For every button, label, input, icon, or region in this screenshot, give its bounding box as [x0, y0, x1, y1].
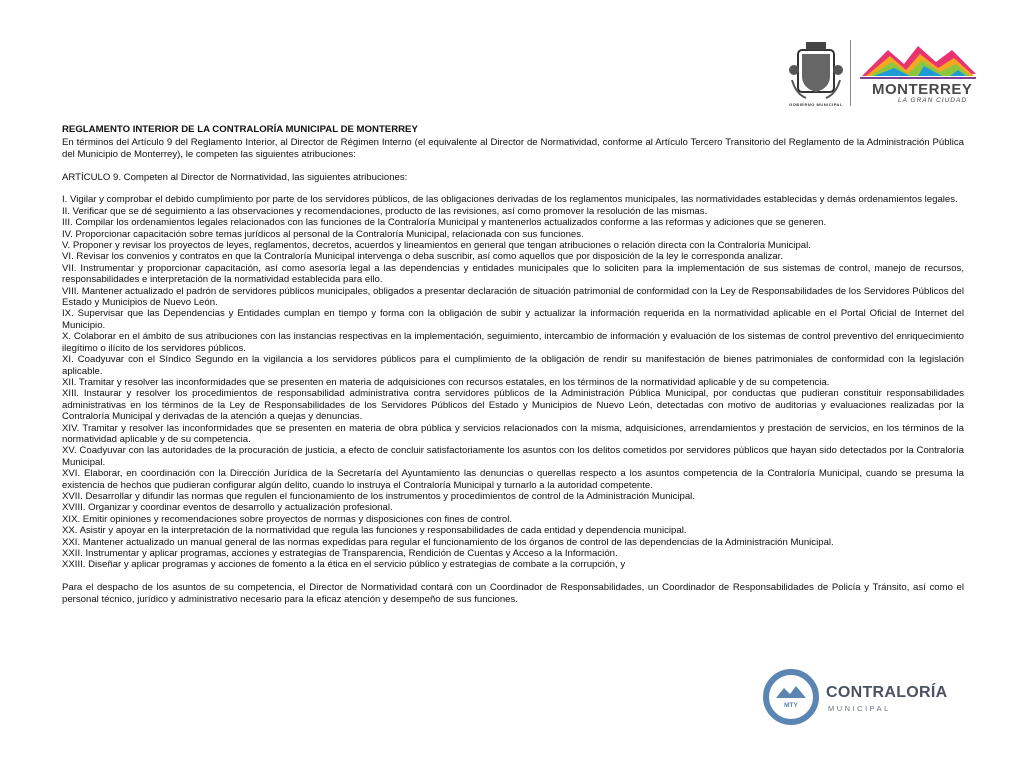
- document-body: [62, 124, 964, 605]
- attribution-item: XVII. Desarrollar y difundir las normas que regulen el funcionamiento de los instrumentos y procedimientos de control de la Administración Municipal.: [62, 490, 695, 502]
- attribution-item: XXI. Mantener actualizado un manual general de las normas expedidas para regular el funcionamiento de los órganos de control de las dependencias de la Administración Municipal.: [62, 536, 834, 548]
- attribution-item: IV. Proporcionar capacitación sobre temas jurídicos al personal de la Contraloría Municipal, relacionada con sus funciones.: [62, 228, 584, 240]
- attribution-item: I. Vigilar y comprobar el debido cumplimiento por parte de los servidores públicos, de las obligaciones derivadas de los reglamentos municipales, las normatividades establecidas y demás ordenamientos legales.: [62, 194, 958, 206]
- contraloria-sub: MUNICIPAL: [828, 704, 891, 713]
- attribution-item: XV. Coadyuvar con las autoridades de la procuración de justicia, a efecto de concluir satisfactoriamente los asuntos con los delitos cometidos por servidores públicos que hayan sido detectados por la Contraloría Municipal.: [62, 445, 964, 468]
- article-heading: ARTÍCULO 9. Competen al Director de Normatividad, las siguientes atribuciones:: [62, 171, 408, 183]
- attribution-item: VII. Instrumentar y proporcionar capacitación, así como asesoría legal a las dependencias y entidades municipales que lo soliciten para la implementación de sus sistemas de control, manejo de recursos, responsabilidades e interpretación de la normatividad establecida para ello.: [62, 262, 964, 286]
- contraloria-ring-icon: [762, 668, 820, 726]
- spacer: [62, 160, 964, 171]
- header-logos: [788, 36, 978, 110]
- mty-badge: MTY: [784, 702, 798, 709]
- attribution-list: [62, 194, 964, 570]
- attribution-item: XXII. Instrumentar y aplicar programas, acciones y estrategias de Transparencia, Rendición de Cuentas y Acceso a la Información.: [62, 548, 618, 559]
- attribution-item: XXIII. Diseñar y aplicar programas y acciones de fomento a la ética en el servicio público y estrategias de combate a la corrupción, y: [62, 559, 626, 571]
- city-name: MONTERREY: [872, 81, 973, 98]
- attribution-item: XIV. Tramitar y resolver las inconformidades que se presenten en materia de obra pública y servicios relacionados con la misma, adquisiciones, arrendamientos y prestación de servicios, en los términos de la normatividad aplicable y de su competencia.: [62, 422, 964, 445]
- attribution-item: XII. Tramitar y resolver las inconformidades que se presenten en materia de adquisiciones con recursos estatales, en los términos de la normatividad aplicable y de su competencia.: [62, 376, 830, 388]
- attribution-item: IX. Supervisar que las Dependencias y Entidades cumplan en tiempo y forma con la obligación de subir y actualizar la información requerida en la normatividad aplicable en el Portal Oficial de Internet del Municipio.: [62, 308, 964, 331]
- city-tagline: LA GRAN CIUDAD: [898, 97, 968, 104]
- spacer: [62, 571, 964, 582]
- attribution-item: VIII. Mantener actualizado el padrón de servidores públicos municipales, obligados a presentar declaración de situación patrimonial de conformidad con la Ley de Responsabilidades de los Servidores Públicos del Estado y Municipios de Nuevo León.: [62, 285, 964, 309]
- attribution-item: XIII. Instaurar y resolver los procedimientos de responsabilidad administrativa contra servidores públicos de la Administración Pública Municipal, por conductas que pudieran constituir responsabilidades administrativas en los términos de la Ley de Responsabilidades de los Servidores Públicos del Estado y Municipios de Nuevo León, detectadas con motivo de auditorias y evaluaciones realizadas por la Contraloría Municipal y derivadas de la atención a quejas y denuncias.: [62, 388, 964, 423]
- closing-paragraph: Para el despacho de los asuntos de su competencia, el Director de Normatividad contará con un Coordinador de Responsabilidades, un Coordinador de Responsabilidades de Policía y Tránsito, así como el personal técnico, jurídico y administrativo necesario para la eficaz atención y desempeño de sus funciones.: [62, 582, 964, 605]
- attribution-item: XIX. Emitir opiniones y recomendaciones sobre proyectos de normas y disposiciones con fines de control.: [62, 513, 513, 525]
- attribution-item: X. Colaborar en el ámbito de sus atribuciones con las instancias respectivas en la implementación, seguimiento, intercambio de información y evaluación de los sistemas de control preventivo del enriquecimiento ilegítimo o ilícito de los servidores públicos.: [62, 331, 964, 354]
- attribution-item: XX. Asistir y apoyar en la interpretación de la normatividad que regula las funciones y responsabilidades de cada entidad y dependencia municipal.: [62, 525, 687, 537]
- contraloria-logo: [760, 668, 970, 728]
- attribution-item: V. Proponer y revisar los proyectos de leyes, reglamentos, decretos, acuerdos y lineamientos en general que tengan atribuciones o relación directa con la Contraloría Municipal.: [62, 240, 811, 252]
- logo-divider: [850, 40, 851, 106]
- document-title: REGLAMENTO INTERIOR DE LA CONTRALORÍA MUNICIPAL DE MONTERREY: [62, 124, 418, 135]
- attribution-item: XI. Coadyuvar con el Síndico Segundo en la vigilancia a los servidores públicos para el cumplimiento de la obligación de rendir su manifestación de bienes patrimoniales de conformidad con la legislación aplicable.: [62, 354, 964, 377]
- attribution-item: VI. Revisar los convenios y contratos en que la Contraloría Municipal intervenga o deba suscribir, así como aquellos que por disposición de la ley le corresponda analizar.: [62, 251, 783, 263]
- municipal-seal-icon: [788, 40, 844, 108]
- spacer: [62, 183, 964, 194]
- monterrey-mountains-logo-icon: [858, 42, 978, 82]
- intro-paragraph: En términos del Artículo 9 del Reglamento Interior, al Director de Régimen Interno (el equivalente al Director de Normatividad, conforme al Artículo Tercero Transitorio del Reglamento de la Administración Pública del Municipio de Monterrey), le competen las siguientes atribuciones:: [62, 137, 964, 160]
- seal-caption: GOBIERNO MUNICIPAL: [789, 102, 843, 107]
- attribution-item: III. Compilar los ordenamientos legales relacionados con las funciones de la Contraloría Municipal y mantenerlos actualizados conforme a las reformas y adiciones que se generen.: [62, 217, 827, 229]
- attribution-item: XVIII. Organizar y coordinar eventos de desarrollo y actualización profesional.: [62, 502, 393, 514]
- contraloria-name: CONTRALORÍA: [826, 684, 948, 701]
- attribution-item: XVI. Elaborar, en coordinación con la Dirección Jurídica de la Secretaría del Ayuntamiento las denuncias o querellas respecto a los asuntos competencia de la Contraloría Municipal, cuando se presuma la existencia de hechos que pudieran configurar algún delito, cuando lo instruya el Contraloría Municipal y turnarlo a la autoridad competente.: [62, 468, 964, 491]
- attribution-item: II. Verificar que se dé seguimiento a las observaciones y recomendaciones, producto de las revisiones, así como promover la resolución de las mismas.: [62, 205, 708, 217]
